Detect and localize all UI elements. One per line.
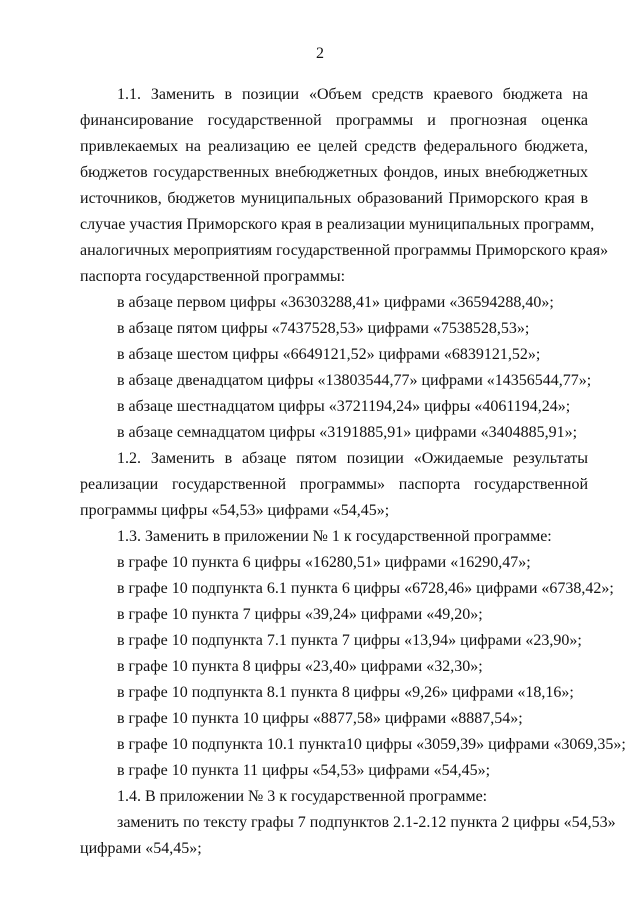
- paragraph-1-4-line-2: цифрами «54,45»;: [80, 840, 202, 857]
- list-item-abzac-6: в абзаце шестом цифры «6649121,52» цифрами «6839121,52»;: [117, 346, 541, 363]
- paragraph-1-1-line-7: аналогичных мероприятиям государственной программы Приморского края»: [80, 242, 609, 259]
- list-item-grafa-1: в графе 10 пункта 6 цифры «16280,51» цифрами «16290,47»;: [117, 554, 531, 571]
- list-item-grafa-6: в графе 10 подпункта 8.1 пункта 8 цифры «9,26» цифрами «18,16»;: [117, 684, 574, 701]
- list-item-abzac-16: в абзаце шестнадцатом цифры «3721194,24» цифры «4061194,24»;: [117, 398, 571, 415]
- list-item-abzac-1: в абзаце первом цифры «36303288,41» цифрами «36594288,40»;: [117, 294, 554, 311]
- paragraph-1-1-line-6: случае участия Приморского края в реализации муниципальных программ,: [80, 216, 595, 233]
- list-item-grafa-3: в графе 10 пункта 7 цифры «39,24» цифрами «49,20»;: [117, 606, 483, 623]
- paragraph-1-3-heading: 1.3. Заменить в приложении № 1 к государственной программе:: [117, 528, 552, 545]
- paragraph-1-2-line-1: 1.2. Заменить в абзаце пятом позиции «Ожидаемые результаты: [117, 450, 588, 467]
- list-item-grafa-7: в графе 10 пункта 10 цифры «8877,58» цифрами «8887,54»;: [117, 710, 523, 727]
- paragraph-1-2-line-2: реализации государственной программы» паспорта государственной: [80, 476, 588, 493]
- list-item-grafa-2: в графе 10 подпункта 6.1 пункта 6 цифры «6728,46» цифрами «6738,42»;: [117, 580, 614, 597]
- paragraph-1-1-line-1: 1.1. Заменить в позиции «Объем средств краевого бюджета на: [117, 86, 588, 103]
- list-item-abzac-5: в абзаце пятом цифры «7437528,53» цифрами «7538528,53»;: [117, 320, 530, 337]
- paragraph-1-1-line-3: привлекаемых на реализацию ее целей средств федерального бюджета,: [80, 138, 588, 155]
- page-number: 2: [316, 45, 324, 62]
- list-item-grafa-8: в графе 10 подпункта 10.1 пункта10 цифры «3059,39» цифрами «3069,35»;: [117, 736, 626, 753]
- paragraph-1-1-line-8: паспорта государственной программы:: [80, 268, 346, 285]
- paragraph-1-1-line-2: финансирование государственной программы и прогнозная оценка: [80, 112, 588, 129]
- list-item-grafa-5: в графе 10 пункта 8 цифры «23,40» цифрами «32,30»;: [117, 658, 483, 675]
- list-item-abzac-12: в абзаце двенадцатом цифры «13803544,77» цифрами «14356544,77»;: [117, 372, 592, 389]
- paragraph-1-1-line-4: бюджетов государственных внебюджетных фондов, иных внебюджетных: [80, 164, 588, 181]
- list-item-abzac-17: в абзаце семнадцатом цифры «3191885,91» цифрами «3404885,91»;: [117, 424, 578, 441]
- list-item-grafa-9: в графе 10 пункта 11 цифры «54,53» цифрами «54,45»;: [117, 762, 491, 779]
- paragraph-1-4-line-1: заменить по тексту графы 7 подпунктов 2.1-2.12 пункта 2 цифры «54,53»: [117, 814, 616, 831]
- list-item-grafa-4: в графе 10 подпункта 7.1 пункта 7 цифры «13,94» цифрами «23,90»;: [117, 632, 582, 649]
- paragraph-1-2-line-3: программы цифры «54,53» цифрами «54,45»;: [80, 502, 390, 519]
- paragraph-1-1-line-5: источников, бюджетов муниципальных образований Приморского края в: [80, 190, 588, 207]
- paragraph-1-4-heading: 1.4. В приложении № 3 к государственной программе:: [117, 788, 488, 805]
